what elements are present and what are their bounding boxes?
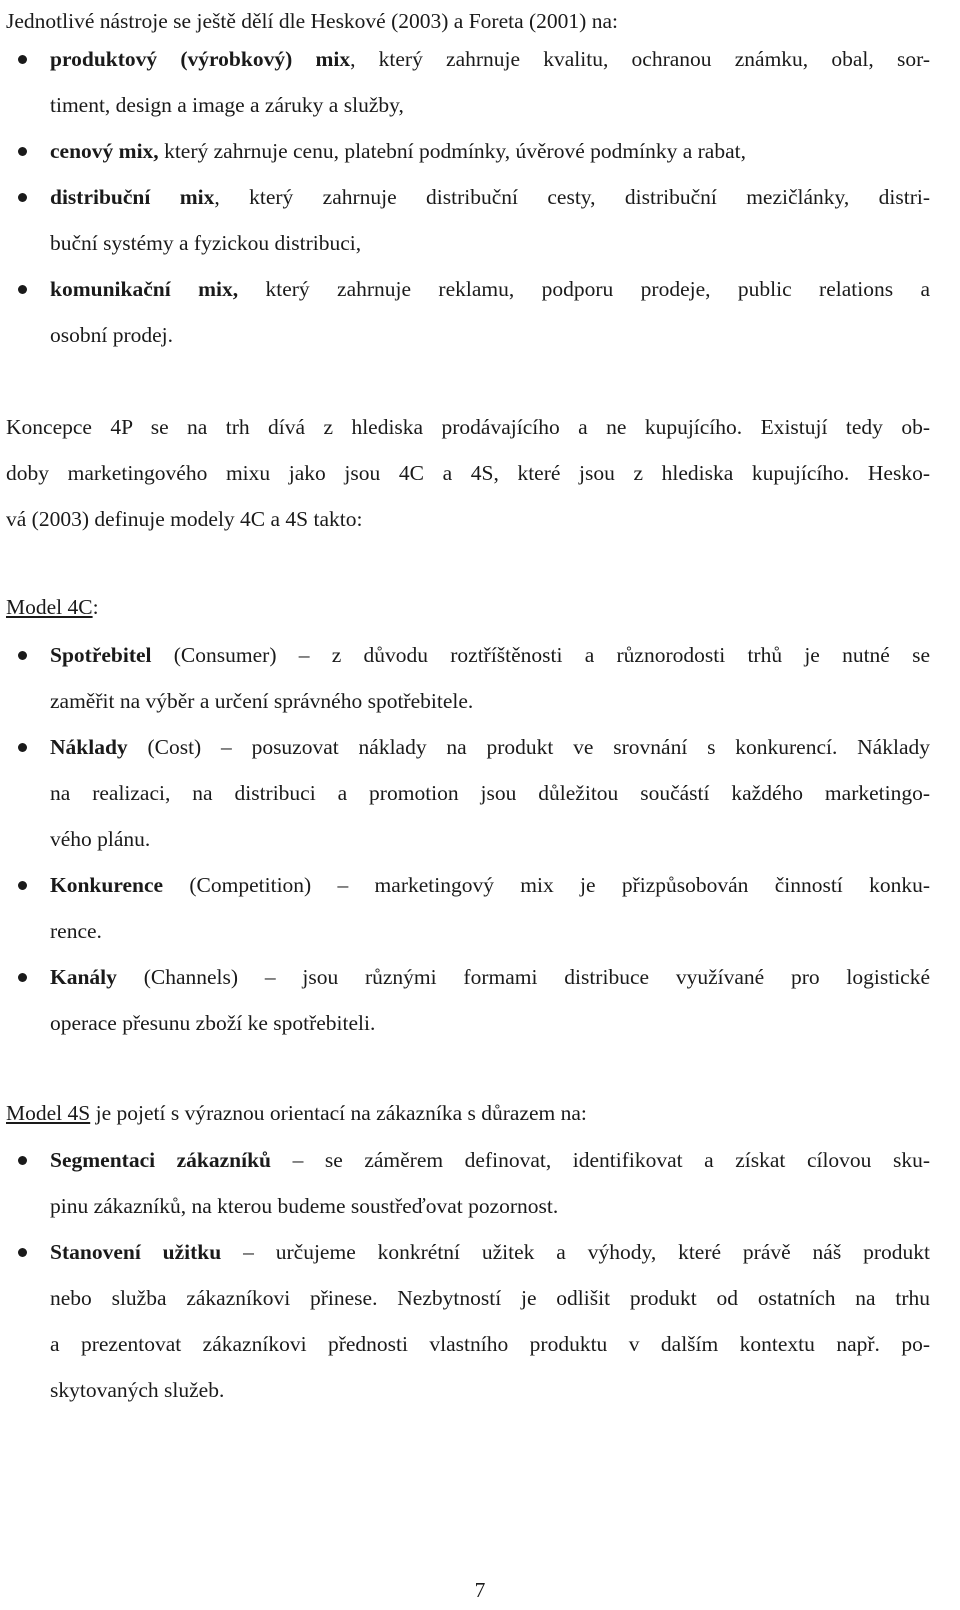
list-item-continuation: pinu zákazníků, na kterou budeme soustřeďovat pozornost. (50, 1194, 559, 1218)
item-text: , který zahrnuje distribuční cesty, distribuční mezičlánky, distri- (214, 185, 930, 209)
term: Náklady (50, 735, 128, 759)
term: Segmentaci zákazníků (50, 1148, 272, 1172)
bullet-icon (18, 285, 27, 294)
list-item-continuation: vého plánu. (50, 827, 151, 851)
intro-text: Jednotlivé nástroje se ještě dělí dle Heskové (2003) a Foreta (2001) na: (6, 9, 618, 33)
list-item (6, 862, 930, 908)
mix-list (6, 36, 930, 358)
bullet-icon (18, 147, 27, 156)
heading-rest: je pojetí s výraznou orientací na zákazníka s důrazem na: (90, 1101, 587, 1125)
term: distribuční mix (50, 185, 215, 209)
list-item-continuation: nebo služba zákazníkovi přinese. Nezbytností je odlišit produkt od ostatních na trhu (50, 1286, 930, 1310)
term: Kanály (50, 965, 117, 989)
list-item-continuation: a prezentovat zákazníkovi přednosti vlastního produktu v dalším kontextu např. po- (50, 1332, 930, 1356)
paragraph-line: vá (2003) definuje modely 4C a 4S takto: (6, 507, 363, 531)
paragraph-line: doby marketingového mixu jako jsou 4C a 4S, které jsou z hlediska kupujícího. Hesko- (6, 461, 930, 485)
model-4c-heading (6, 584, 930, 630)
item-text: který zahrnuje reklamu, podporu prodeje, public relations a (238, 277, 930, 301)
list-item-continuation: zaměřit na výběr a určení správného spotřebitele. (50, 689, 474, 713)
item-text: (Channels) – jsou různými formami distribuce využívané pro logistické (116, 965, 930, 989)
bullet-icon (18, 193, 27, 202)
list-item-continuation: skytovaných služeb. (50, 1378, 225, 1402)
list-item-continuation: rence. (50, 919, 102, 943)
list-item (6, 1229, 930, 1275)
heading-text: Model 4S (6, 1101, 91, 1125)
item-text: (Cost) – posuzovat náklady na produkt ve srovnání s konkurencí. Náklady (127, 735, 930, 759)
item-text: – určujeme konkrétní užitek a výhody, které právě náš produkt (221, 1240, 930, 1264)
item-text: (Consumer) – z důvodu roztříštěnosti a různorodosti trhů je nutné se (151, 643, 930, 667)
item-text: který zahrnuje cenu, platební podmínky, úvěrové podmínky a rabat, (158, 139, 746, 163)
bullet-icon (18, 743, 27, 752)
paragraph-4p (6, 404, 930, 542)
page-number: 7 (474, 1578, 486, 1602)
item-text: , který zahrnuje kvalitu, ochranou známku, obal, sor- (350, 47, 930, 71)
bullet-icon (18, 651, 27, 660)
list-item (6, 266, 930, 312)
bullet-icon (18, 1156, 27, 1165)
list-item-continuation: na realizaci, na distribuci a promotion jsou důležitou součástí každého marketingo- (50, 781, 930, 805)
paragraph-line: Koncepce 4P se na trh dívá z hlediska prodávajícího a ne kupujícího. Existují tedy ob- (6, 415, 930, 439)
list-item (6, 1137, 930, 1183)
item-text: – se záměrem definovat, identifikovat a získat cílovou sku- (271, 1148, 930, 1172)
item-text: (Competition) – marketingový mix je přizpůsobován činností konku- (163, 873, 930, 897)
bullet-icon (18, 55, 27, 64)
bullet-icon (18, 1248, 27, 1257)
term: komunikační mix, (50, 277, 239, 301)
term: Konkurence (50, 873, 164, 897)
term: produktový (výrobkový) mix (50, 47, 351, 71)
model-4c-list (6, 632, 930, 1046)
term: Spotřebitel (50, 643, 152, 667)
list-item (6, 174, 930, 220)
list-item-continuation: timent, design a image a záruky a služby, (50, 93, 404, 117)
list-item-continuation: operace přesunu zboží ke spotřebiteli. (50, 1011, 376, 1035)
heading-colon: : (92, 595, 99, 619)
bullet-icon (18, 973, 27, 982)
list-item (6, 632, 930, 678)
heading-text: Model 4C (6, 595, 93, 619)
list-item (6, 954, 930, 1000)
list-item (6, 724, 930, 770)
model-4s-list (6, 1137, 930, 1413)
list-item-continuation: osobní prodej. (50, 323, 174, 347)
model-4s-heading (6, 1090, 930, 1136)
list-item (6, 36, 930, 82)
term: cenový mix, (50, 139, 159, 163)
term: Stanovení užitku (50, 1240, 222, 1264)
list-item (6, 128, 930, 174)
list-item-continuation: buční systémy a fyzickou distribuci, (50, 231, 362, 255)
bullet-icon (18, 881, 27, 890)
